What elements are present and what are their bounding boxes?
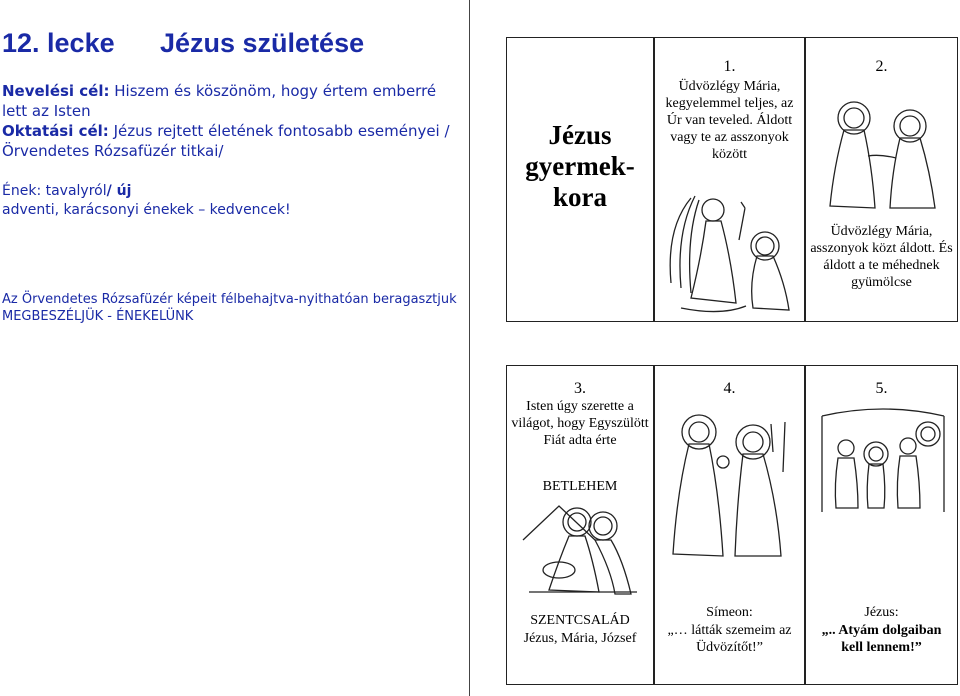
page-heading <box>2 28 462 59</box>
songs-line2: adventi, karácsonyi énekek – kedvencek! <box>2 202 291 218</box>
card-4-number: 4. <box>723 380 736 397</box>
card-2-text: Üdvözlégy Mária, asszonyok közt áldott. És áldott a te méhednek gyümölcse <box>810 224 953 290</box>
rosary-card-grid <box>506 37 958 685</box>
title-card-text: Jézus gyermek-kora <box>525 120 635 212</box>
card-presentation <box>654 365 805 685</box>
card-5-speaker: Jézus: <box>864 605 899 620</box>
temple-illustration <box>816 408 950 518</box>
presentation-illustration <box>661 412 801 562</box>
annunciation-illustration <box>661 188 799 318</box>
educational-goal-text: Hiszem és köszönöm, hogy értem emberré lett az Isten <box>2 82 437 120</box>
visitation-illustration <box>820 96 946 216</box>
songs-note <box>2 182 464 220</box>
card-4-speaker: Símeon: <box>706 605 753 620</box>
instructions-line1: Az Örvendetes Rózsafüzér képeit félbehajtva-nyithatóan beragasztjuk <box>2 292 457 307</box>
lesson-goals <box>2 81 464 161</box>
card-finding-in-temple <box>805 365 958 685</box>
teaching-goal-text: Jézus rejtett életének fontosabb eseményei /Örvendetes Rózsafüzér titkai/ <box>2 122 450 160</box>
card-1-text: Üdvözlégy Mária, kegyelemmel teljes, az Úr van teveled. Áldott vagy te az asszonyok között <box>665 79 794 162</box>
card-3-number: 3. <box>574 380 586 397</box>
card-nativity <box>506 365 654 685</box>
nativity-illustration <box>519 500 643 598</box>
songs-label: Ének: tavalyról <box>2 183 107 199</box>
card-4-quote: „… látták szemeim az Üdvözítőt!” <box>667 623 792 655</box>
card-5-number: 5. <box>875 380 888 397</box>
card-3-caption-names: Jézus, Mária, József <box>523 631 637 646</box>
card-annunciation <box>654 37 805 322</box>
card-2-number: 2. <box>875 58 888 75</box>
card-3-text: Isten úgy szerette a világot, hogy Egyszülött Fiát adta érte <box>511 399 649 448</box>
card-1-number: 1. <box>723 58 736 75</box>
instructions-line2: MEGBESZÉLJÜK - ÉNEKELÜNK <box>2 309 194 324</box>
teaching-goal-label: Oktatási cél: <box>2 122 109 140</box>
lesson-title: Jézus születése <box>160 28 365 58</box>
card-3-place: BETLEHEM <box>542 479 618 494</box>
educational-goal-label: Nevelési cél: <box>2 82 110 100</box>
column-divider <box>469 0 470 696</box>
lesson-number: 12. lecke <box>2 28 115 58</box>
instructions <box>2 291 464 325</box>
songs-new-word: / új <box>106 183 132 199</box>
card-visitation <box>805 37 958 322</box>
card-5-quote: „.. Atyám dolgaiban kell lennem!” <box>821 623 942 655</box>
title-card <box>506 37 654 322</box>
card-3-caption-title: SZENTCSALÁD <box>530 613 630 628</box>
